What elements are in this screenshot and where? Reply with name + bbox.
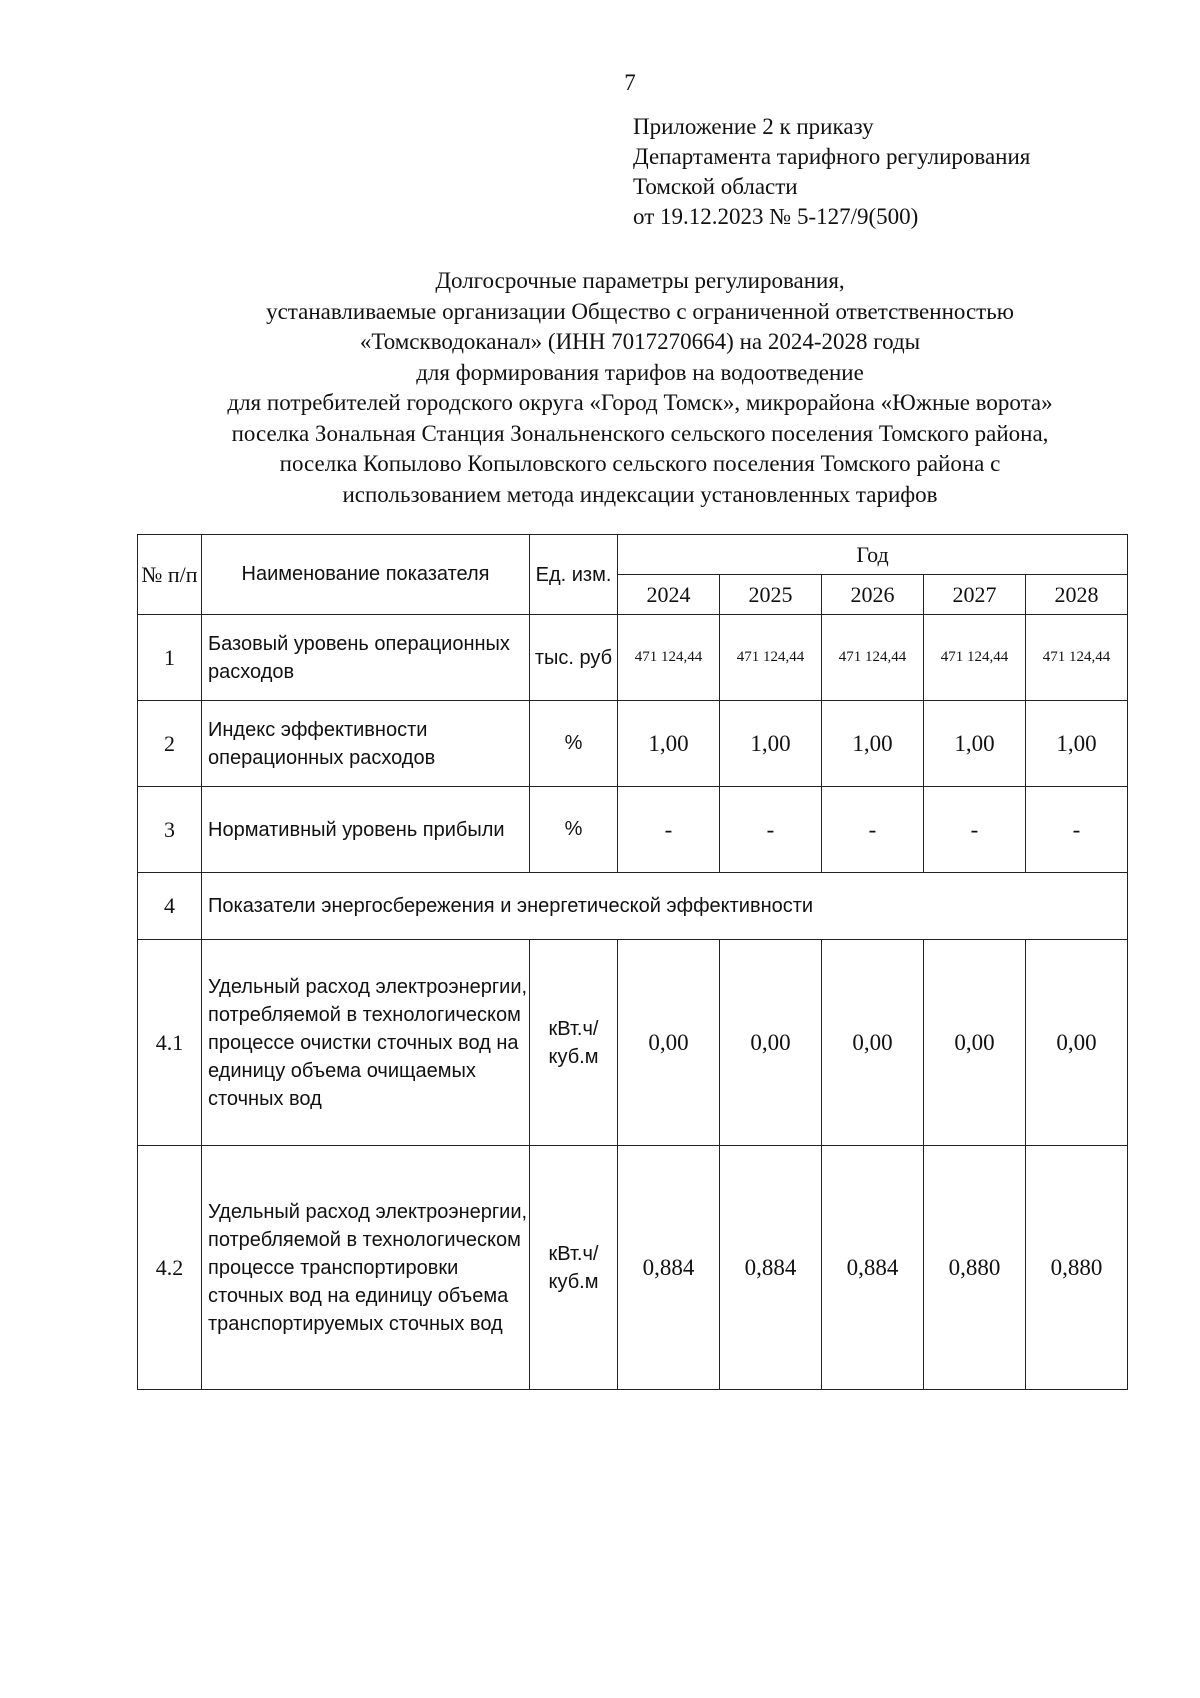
row-num: 3 <box>138 787 202 873</box>
row-value: - <box>1026 787 1128 873</box>
header-year: 2026 <box>822 575 924 615</box>
table-section-row <box>138 873 1128 940</box>
row-value: - <box>720 787 822 873</box>
row-num: 4 <box>138 873 202 940</box>
appendix-line: от 19.12.2023 № 5-127/9(500) <box>633 204 919 229</box>
row-num: 1 <box>138 615 202 701</box>
row-unit: % <box>530 701 618 787</box>
document-title <box>140 266 1140 510</box>
table-row <box>138 940 1128 1146</box>
row-value: 471 124,44 <box>1026 615 1128 701</box>
title-line: Долгосрочные параметры регулирования, <box>435 268 845 293</box>
table-row <box>138 615 1128 701</box>
row-value: 0,00 <box>720 940 822 1146</box>
row-value: - <box>924 787 1026 873</box>
header-unit: Ед. изм. <box>530 535 618 615</box>
appendix-line: Томской области <box>633 174 798 199</box>
row-value: - <box>618 787 720 873</box>
title-line: «Томскводоканал» (ИНН 7017270664) на 2024-2028 годы <box>359 329 921 354</box>
row-value: 0,00 <box>924 940 1026 1146</box>
row-value: 0,00 <box>618 940 720 1146</box>
row-value: 0,00 <box>1026 940 1128 1146</box>
row-value: 471 124,44 <box>720 615 822 701</box>
row-value: 1,00 <box>822 701 924 787</box>
parameters-table <box>137 534 1128 1390</box>
row-value: 0,880 <box>1026 1146 1128 1390</box>
row-value: - <box>822 787 924 873</box>
appendix-line: Приложение 2 к приказу <box>633 114 874 139</box>
row-num: 4.2 <box>138 1146 202 1390</box>
row-name: Удельный расход электроэнергии, потребляемой в технологическом процессе очистки сточных вод на единицу объема очищаемых сточных вод <box>202 940 530 1146</box>
header-num: № п/п <box>138 535 202 615</box>
header-year: 2028 <box>1026 575 1128 615</box>
row-value: 1,00 <box>924 701 1026 787</box>
row-name: Удельный расход электроэнергии, потребляемой в технологическом процессе транспортировки сточных вод на единицу объема транспортируемых сточных вод <box>202 1146 530 1390</box>
header-year: 2027 <box>924 575 1026 615</box>
header-year: 2024 <box>618 575 720 615</box>
header-year-group: Год <box>618 535 1128 575</box>
row-num: 2 <box>138 701 202 787</box>
row-num: 4.1 <box>138 940 202 1146</box>
table-row <box>138 701 1128 787</box>
row-unit: кВт.ч/ куб.м <box>530 940 618 1146</box>
row-value: 1,00 <box>720 701 822 787</box>
row-value: 1,00 <box>1026 701 1128 787</box>
row-unit: % <box>530 787 618 873</box>
title-line: использованием метода индексации установленных тарифов <box>342 481 938 507</box>
section-title: Показатели энергосбережения и энергетической эффективности <box>202 873 1128 940</box>
row-value: 0,00 <box>822 940 924 1146</box>
row-value: 471 124,44 <box>618 615 720 701</box>
title-line: устанавливаемые организации Общество с ограниченной ответственностью <box>266 298 1014 324</box>
row-name: Индекс эффективности операционных расходов <box>202 701 530 787</box>
table-row <box>138 1146 1128 1390</box>
table-row <box>138 787 1128 873</box>
row-unit: кВт.ч/ куб.м <box>530 1146 618 1390</box>
row-value: 471 124,44 <box>822 615 924 701</box>
title-line: для формирования тарифов на водоотведение <box>416 359 864 385</box>
row-value: 1,00 <box>618 701 720 787</box>
appendix-header <box>633 112 1030 232</box>
appendix-line: Департамента тарифного регулирования <box>633 144 1031 169</box>
row-value: 0,884 <box>618 1146 720 1390</box>
row-value: 0,884 <box>720 1146 822 1390</box>
title-line: поселка Копылово Копыловского сельского поселения Томского района с <box>279 451 1001 476</box>
title-line: поселка Зональная Станция Зональненского сельского поселения Томского района, <box>231 420 1049 446</box>
row-value: 0,880 <box>924 1146 1026 1390</box>
page-number: 7 <box>624 70 636 95</box>
title-line: для потребителей городского округа «Город Томск», микрорайона «Южные ворота» <box>227 390 1053 415</box>
row-name: Базовый уровень операционных расходов <box>202 615 530 701</box>
header-name: Наименование показателя <box>202 535 530 615</box>
row-unit: тыс. руб <box>530 615 618 701</box>
row-name: Нормативный уровень прибыли <box>202 787 530 873</box>
row-value: 471 124,44 <box>924 615 1026 701</box>
row-value: 0,884 <box>822 1146 924 1390</box>
header-year: 2025 <box>720 575 822 615</box>
